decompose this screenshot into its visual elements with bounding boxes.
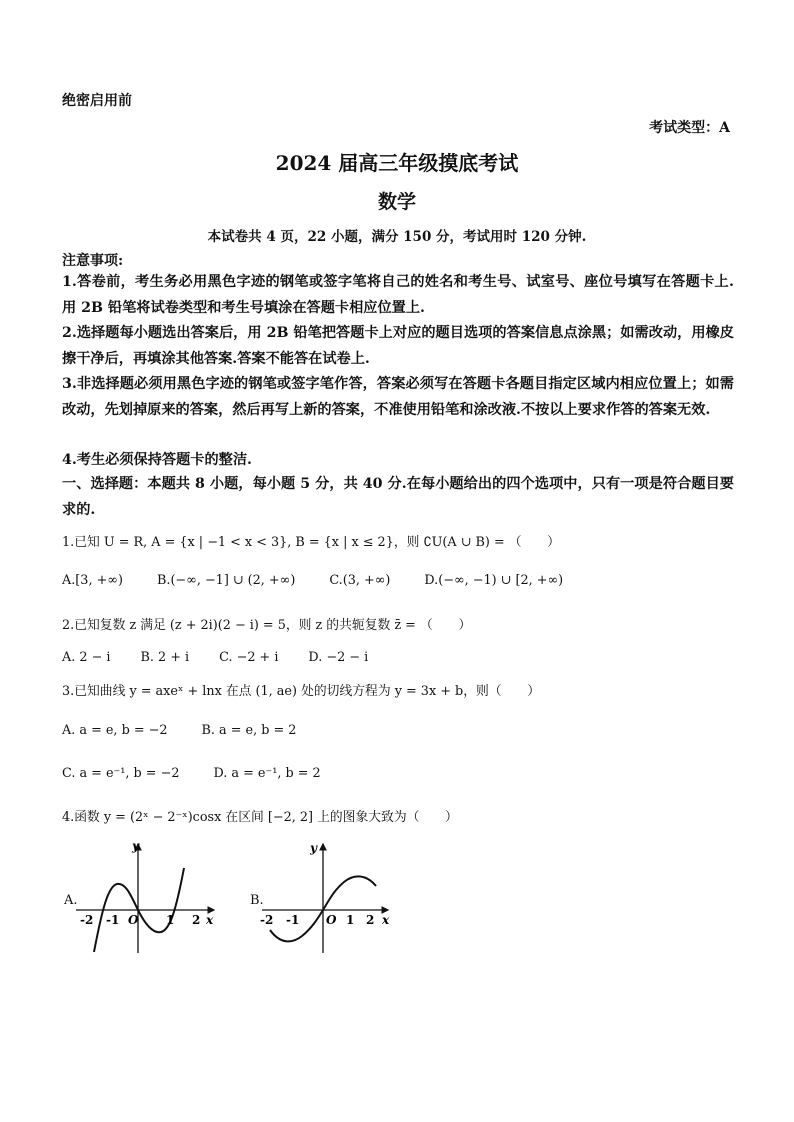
exam-type-label: 考试类型：A <box>649 120 730 136</box>
q1-option-a[interactable]: A.[3, +∞) <box>62 573 123 588</box>
note-item-3: 3.非选择题必须用黑色字迹的钢笔或签字笔作答，答案必须写在答题卡各题目指定区域内相应位置上；如需改动，先划掉原来的答案，然后再写上新的答案，不准使用铅笔和涂改液.不按以上要求作答的答案无效. <box>62 376 734 418</box>
tick-label: 1 <box>166 913 175 927</box>
origin-label: O <box>326 913 337 927</box>
tick-label: -1 <box>106 913 120 927</box>
q3-option-c[interactable]: C. a = e⁻¹, b = −2 <box>62 766 180 781</box>
question-2-options <box>62 650 368 665</box>
tick-label: 2 <box>192 913 201 927</box>
note-item-1: 1.答卷前，考生务必用黑色字迹的钢笔或签字笔将自己的姓名和考生号、试室号、座位号填写在答题卡上.用 2B 铅笔将试卷类型和考生号填涂在答题卡相应位置上. <box>62 274 734 316</box>
note-item-2: 2.选择题每小题选出答案后，用 2B 铅笔把答题卡上对应的题目选项的答案信息点涂黑；如需改动，用橡皮擦干净后，再填涂其他答案.答案不能答在试卷上. <box>62 325 734 367</box>
q4-option-a-label[interactable]: A. <box>64 893 78 908</box>
question-3-options-row-1 <box>62 723 296 738</box>
q1-option-c[interactable]: C.(3, +∞) <box>329 573 391 588</box>
q2-option-c[interactable]: C. −2 + i <box>219 650 279 665</box>
question-3-stem: 3.已知曲线 y = axeˣ + lnx 在点 (1, ae) 处的切线方程为 y = 3x + b，则（ ） <box>62 684 540 699</box>
y-label: y <box>132 839 139 853</box>
q3-option-b[interactable]: B. a = e, b = 2 <box>201 723 297 738</box>
y-label: y <box>310 841 317 855</box>
q4-graph-b[interactable] <box>258 838 408 958</box>
subject-title: 数学 <box>377 191 416 213</box>
question-1-stem: 1.已知 U = R, A = {x | −1 < x < 3}, B = {x | x ≤ 2}，则 ∁U(A ∪ B) = （ ） <box>62 535 560 550</box>
q1-option-d[interactable]: D.(−∞, −1) ∪ [2, +∞) <box>424 573 564 588</box>
tick-label: 2 <box>366 913 375 927</box>
question-3-options-row-2 <box>62 766 321 781</box>
secret-label: 绝密启用前 <box>62 93 132 109</box>
section-1-heading: 一、选择题：本题共 8 小题，每小题 5 分，共 40 分.在每小题给出的四个选项中，只有一项是符合题目要求的. <box>62 476 734 518</box>
tick-label: -1 <box>286 913 300 927</box>
q2-option-a[interactable]: A. 2 − i <box>62 650 111 665</box>
q2-option-d[interactable]: D. −2 − i <box>308 650 369 665</box>
x-label: x <box>206 913 214 927</box>
q4-option-b-label[interactable]: B. <box>250 893 264 908</box>
q1-option-b[interactable]: B.(−∞, −1] ∪ (2, +∞) <box>156 573 296 588</box>
question-2-stem: 2.已知复数 z 满足 (z + 2i)(2 − i) = 5，则 z 的共轭复数 z̄ = （ ） <box>62 618 472 633</box>
question-1-options <box>62 573 563 588</box>
q3-option-a[interactable]: A. a = e, b = −2 <box>62 723 168 738</box>
tick-label: -2 <box>260 913 274 927</box>
question-4-stem: 4.函数 y = (2ˣ − 2⁻ˣ)cosx 在区间 [−2, 2] 上的图象大致为（ ） <box>62 810 458 825</box>
tick-label: 1 <box>346 913 355 927</box>
q2-option-b[interactable]: B. 2 + i <box>140 650 190 665</box>
exam-title: 2024 届高三年级摸底考试 <box>275 151 519 175</box>
origin-label: O <box>128 913 139 927</box>
exam-intro: 本试卷共 4 页，22 小题，满分 150 分，考试用时 120 分钟. <box>207 229 587 245</box>
q3-option-d[interactable]: D. a = e⁻¹, b = 2 <box>213 766 321 781</box>
q4-graph-a[interactable] <box>72 838 222 958</box>
notes-heading: 注意事项: <box>62 253 124 269</box>
note-item-4: 4.考生必须保持答题卡的整洁. <box>62 452 253 468</box>
tick-label: -2 <box>80 913 94 927</box>
x-label: x <box>382 913 390 927</box>
